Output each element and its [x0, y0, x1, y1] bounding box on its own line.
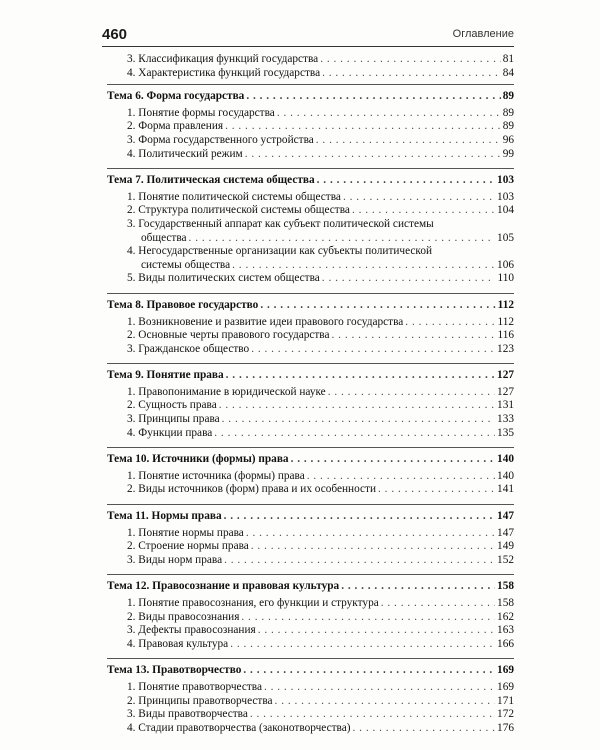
toc-topic-page: 89 [502, 90, 514, 103]
toc-intro-list [107, 53, 514, 80]
toc-item-text: 1. Понятие правосознания, его функции и структура [127, 597, 379, 609]
leader-dots [332, 329, 496, 343]
leader-dots [214, 427, 495, 441]
toc-topic-page: 147 [497, 510, 514, 523]
toc-item[interactable] [107, 53, 514, 67]
toc-item[interactable] [107, 329, 514, 343]
toc-item-text: 3. Принципы права [127, 413, 220, 426]
toc-item-page: 140 [497, 469, 514, 482]
toc-item[interactable] [107, 722, 514, 736]
toc-item-page: 169 [497, 680, 514, 693]
page-number: 460 [102, 26, 128, 43]
toc-topic-page: 127 [497, 369, 514, 382]
toc-item-page: 131 [497, 399, 514, 412]
toc-item-text: 3. Дефекты правосознания [127, 624, 256, 637]
toc-item-page: 135 [497, 426, 514, 439]
toc-item-text: 1. Понятие правотворчества [127, 680, 262, 693]
toc-item[interactable] [107, 191, 514, 205]
leader-dots [322, 272, 496, 286]
leader-dots [353, 722, 496, 736]
leader-dots [250, 708, 495, 722]
toc-item-page: 127 [497, 385, 514, 398]
leader-dots [224, 510, 495, 524]
leader-dots [246, 527, 495, 541]
toc-item[interactable] [107, 638, 514, 652]
toc-topic-section [107, 504, 514, 570]
toc-item-text-line2: общества [141, 231, 187, 244]
toc-topic-section [107, 658, 514, 738]
toc-item-page: 99 [502, 147, 514, 160]
page-header [102, 26, 514, 47]
leader-dots [251, 343, 495, 357]
leader-dots [291, 453, 495, 467]
leader-dots [189, 232, 496, 246]
toc-item[interactable] [107, 483, 514, 497]
toc-item-text: 1. Понятие нормы права [127, 526, 244, 539]
toc-item[interactable] [107, 245, 514, 272]
toc-item[interactable] [107, 540, 514, 554]
toc-item-page: 123 [497, 342, 514, 355]
toc-topic-heading[interactable] [107, 664, 514, 678]
leader-dots [320, 53, 501, 67]
leader-dots [225, 120, 501, 134]
toc-item[interactable] [107, 611, 514, 625]
toc-item-page: 158 [497, 597, 514, 609]
toc-item[interactable] [107, 624, 514, 638]
leader-dots [246, 90, 500, 104]
toc-item[interactable] [107, 399, 514, 413]
toc-item-text: 3. Виды правотворчества [127, 708, 248, 721]
toc-item-text: 1. Понятие политической системы общества [127, 190, 341, 203]
toc-topic-page: 140 [497, 453, 514, 466]
toc-item-text: 2. Структура политической системы общества [127, 204, 350, 217]
toc-item-text: 1. Возникновение и развитие идеи правового государства [127, 315, 404, 328]
toc-topic-section [107, 363, 514, 443]
toc-item-page: 81 [502, 53, 514, 65]
toc-topic-heading[interactable] [107, 453, 514, 467]
toc-item-page: 133 [497, 413, 514, 426]
toc-item-text: 4. Политический режим [127, 147, 243, 160]
toc-topic-section [107, 574, 514, 654]
toc-item-page: 152 [497, 553, 514, 566]
toc-item-text: 3. Классификация функций государства [127, 53, 319, 65]
leader-dots [381, 597, 495, 611]
toc-topic-heading[interactable] [107, 369, 514, 383]
toc-item-page: 147 [497, 526, 514, 539]
toc-item[interactable] [107, 708, 514, 722]
toc-topic-page: 112 [497, 298, 514, 311]
toc-topic-heading[interactable] [107, 174, 514, 188]
toc-topic-title: Тема 12. Правосознание и правовая культура [107, 580, 340, 593]
toc-item[interactable] [107, 413, 514, 427]
toc-item-page: 103 [497, 190, 514, 203]
toc-item-page: 171 [497, 694, 514, 707]
toc-item-text: 2. Виды источников (форм) права и их особенности [127, 483, 377, 496]
toc-item-text-line1: 3. Государственный аппарат как субъект политической системы [127, 217, 434, 230]
leader-dots [243, 664, 495, 678]
toc-topic-title: Тема 13. Правотворчество [107, 664, 242, 677]
toc-item[interactable] [107, 470, 514, 484]
toc-item-page: 163 [497, 624, 514, 637]
leader-dots [230, 638, 495, 652]
leader-dots [226, 369, 495, 383]
toc-item-page: 116 [497, 329, 514, 342]
toc-item-text: 3. Виды норм права [127, 553, 223, 566]
toc-item-text: 4. Функции права [127, 426, 213, 439]
toc-item[interactable] [107, 695, 514, 709]
toc-item[interactable] [107, 67, 514, 81]
table-of-contents [107, 53, 514, 738]
toc-topic-section [107, 84, 514, 164]
toc-topic-page: 158 [497, 580, 514, 593]
toc-item-text: 1. Понятие источника (формы) права [127, 469, 305, 482]
toc-item-page: 106 [497, 258, 514, 271]
leader-dots [219, 399, 495, 413]
toc-item-page: 89 [502, 120, 514, 133]
leader-dots [224, 554, 495, 568]
leader-dots [405, 316, 495, 330]
toc-item[interactable] [107, 343, 514, 357]
toc-item-text: 1. Правопонимание в юридической науке [127, 385, 326, 398]
toc-item-text: 1. Понятие формы государства [127, 106, 275, 119]
leader-dots [352, 204, 495, 218]
toc-item-page: 149 [497, 540, 514, 553]
toc-item-text: 2. Сущность права [127, 399, 217, 412]
toc-item-page: 166 [497, 637, 514, 650]
toc-item-text: 2. Строение нормы права [127, 540, 249, 553]
leader-dots [343, 191, 495, 205]
leader-dots [322, 67, 501, 81]
running-title: Оглавление [452, 28, 514, 40]
toc-item[interactable] [107, 218, 514, 245]
toc-topic-heading[interactable] [107, 510, 514, 524]
toc-item-text: 2. Виды правосознания [127, 610, 240, 623]
toc-item[interactable] [107, 427, 514, 441]
toc-topic-heading[interactable] [107, 299, 514, 313]
leader-dots [222, 413, 495, 427]
leader-dots [378, 483, 495, 497]
toc-topic-title: Тема 8. Правовое государство [107, 298, 259, 311]
toc-item[interactable] [107, 272, 514, 286]
toc-item-text: 3. Форма государственного устройства [127, 133, 314, 146]
toc-item[interactable] [107, 316, 514, 330]
toc-item[interactable] [107, 148, 514, 162]
toc-item-page: 104 [497, 204, 514, 217]
toc-topic-section [107, 168, 514, 289]
toc-item-text: 4. Стадии правотворчества (законотворчества) [127, 721, 351, 734]
toc-item[interactable] [107, 120, 514, 134]
toc-item-page: 112 [497, 315, 514, 328]
toc-topic-page: 169 [497, 664, 514, 677]
toc-item-text: 2. Форма правления [127, 120, 224, 133]
leader-dots [307, 470, 495, 484]
toc-item-page: 105 [497, 231, 514, 244]
leader-dots [232, 259, 495, 273]
toc-item-text-line2: системы общества [141, 258, 231, 271]
toc-item-page: 172 [497, 708, 514, 721]
toc-item-text: 2. Принципы правотворчества [127, 694, 273, 707]
leader-dots [317, 174, 495, 188]
leader-dots [328, 386, 495, 400]
leader-dots [316, 134, 501, 148]
toc-topic-section [107, 447, 514, 500]
toc-item[interactable] [107, 386, 514, 400]
leader-dots [251, 540, 495, 554]
leader-dots [277, 107, 501, 121]
toc-item[interactable] [107, 134, 514, 148]
toc-item[interactable] [107, 597, 514, 611]
toc-item-text: 2. Основные черты правового государства [127, 329, 330, 342]
toc-item-page: 110 [497, 272, 514, 285]
leader-dots [341, 580, 495, 594]
toc-topic-heading[interactable] [107, 580, 514, 594]
toc-topic-title: Тема 11. Нормы права [107, 510, 222, 523]
toc-item-text: 5. Виды политических систем общества [127, 272, 320, 285]
toc-topic-title: Тема 7. Политическая система общества [107, 174, 315, 187]
toc-item[interactable] [107, 204, 514, 218]
leader-dots [245, 148, 501, 162]
leader-dots [260, 299, 495, 313]
toc-item-text: 4. Характеристика функций государства [127, 66, 321, 79]
toc-item-text-line1: 4. Негосударственные организации как субъекты политической [127, 245, 433, 258]
toc-topic-title: Тема 10. Источники (формы) права [107, 453, 289, 466]
toc-item-page: 89 [502, 106, 514, 119]
toc-item-text: 3. Гражданское общество [127, 342, 250, 355]
toc-topic-title: Тема 9. Понятие права [107, 369, 224, 382]
leader-dots [264, 681, 495, 695]
toc-item-page: 141 [497, 483, 514, 496]
toc-topic-page: 103 [497, 174, 514, 187]
toc-item-page: 96 [502, 133, 514, 146]
toc-item-text: 4. Правовая культура [127, 637, 229, 650]
leader-dots [258, 624, 495, 638]
toc-item[interactable] [107, 527, 514, 541]
toc-item[interactable] [107, 681, 514, 695]
toc-item[interactable] [107, 107, 514, 121]
toc-item[interactable] [107, 554, 514, 568]
leader-dots [275, 695, 496, 709]
toc-item-page: 84 [502, 66, 514, 79]
toc-topic-heading[interactable] [107, 90, 514, 104]
toc-item-page: 162 [497, 610, 514, 623]
toc-topic-title: Тема 6. Форма государства [107, 90, 245, 103]
toc-topic-section [107, 293, 514, 359]
leader-dots [241, 611, 495, 625]
toc-item-page: 176 [497, 721, 514, 734]
